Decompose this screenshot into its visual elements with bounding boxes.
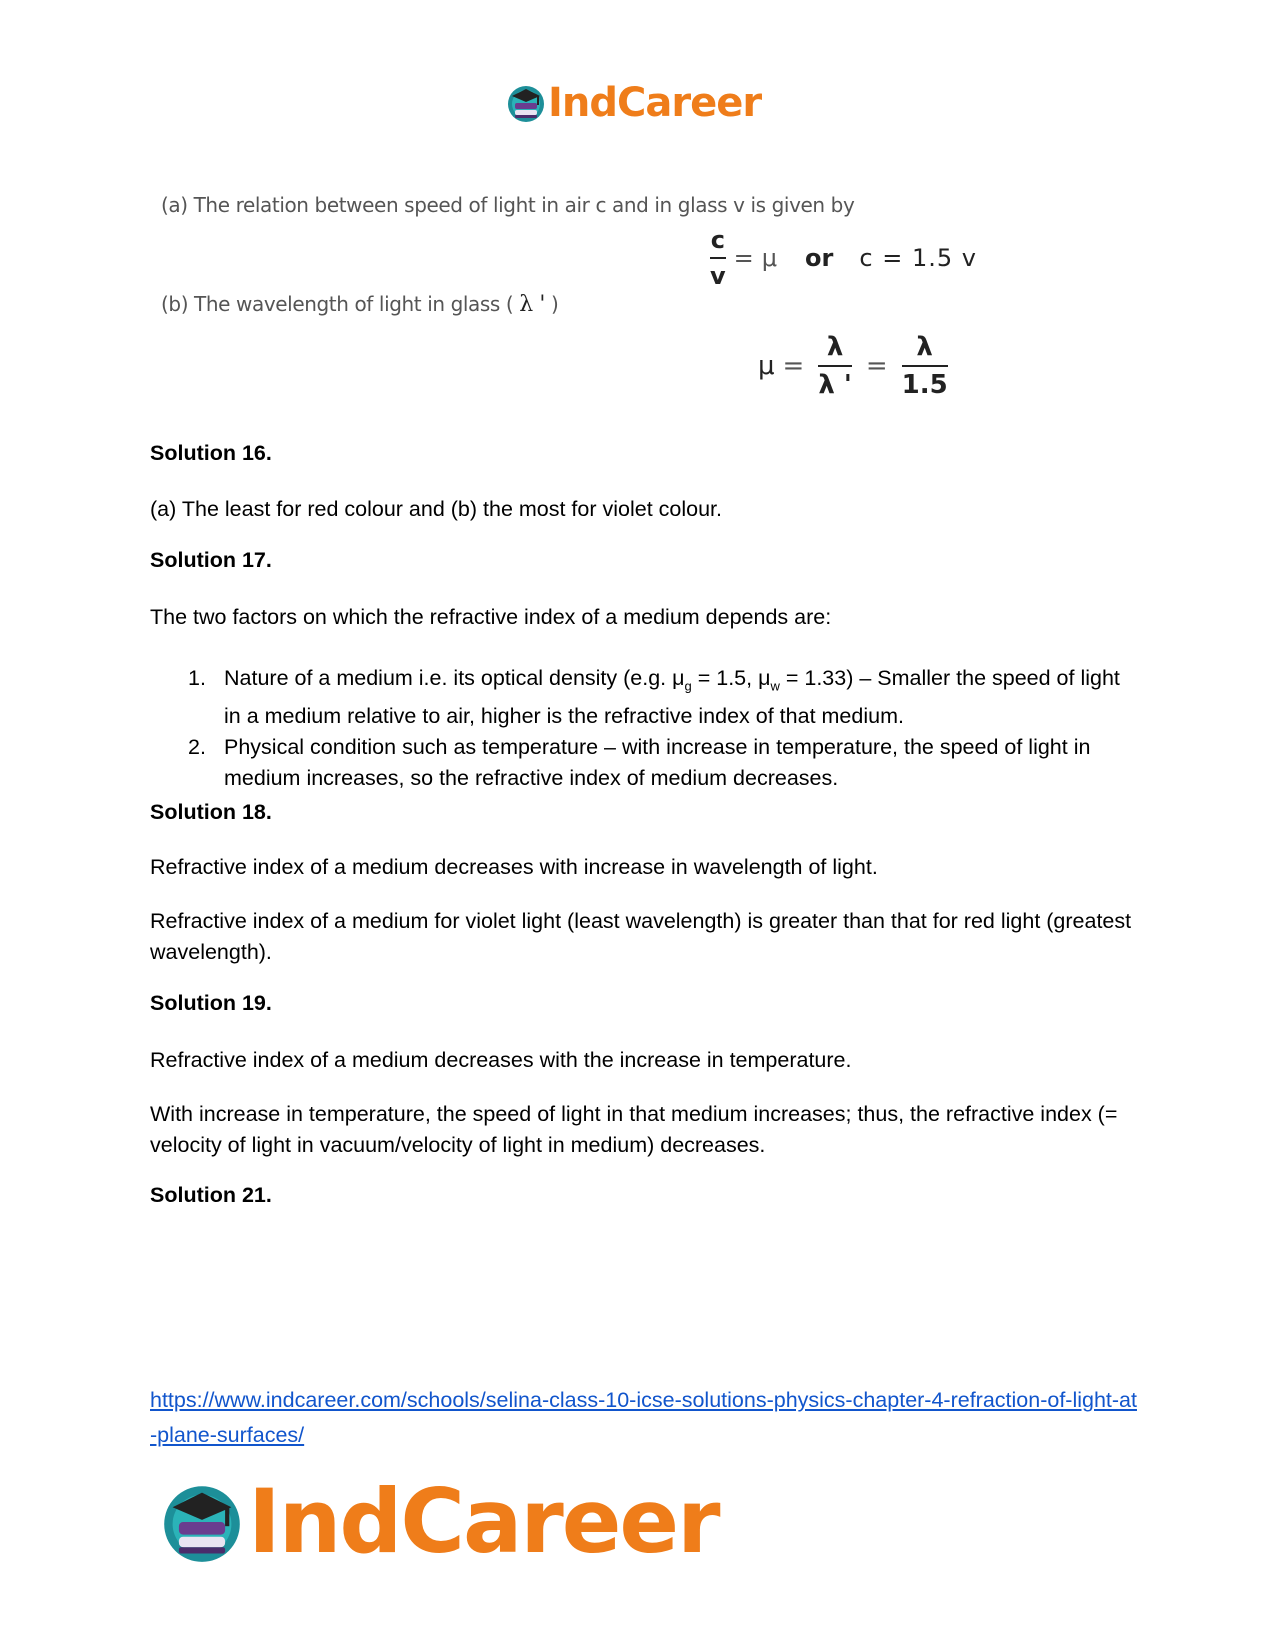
- list-number: 2.: [188, 735, 206, 760]
- solution-21-heading: Solution 21.: [150, 1183, 272, 1207]
- line-a: (a) The relation between speed of light in air c and in glass v is given by: [161, 193, 855, 217]
- equation-rhs: c = 1.5 v: [859, 244, 977, 272]
- line-b: [161, 292, 558, 317]
- subscript-w: w: [770, 678, 780, 694]
- equals-sign: =: [782, 351, 805, 381]
- list-number: 1.: [188, 666, 206, 690]
- equation-1: [710, 226, 977, 290]
- solution-18-p2: Refractive index of a medium for violet light (least wavelength) is greater than that for red light (greatest wavelength).: [150, 909, 1132, 964]
- solution-17-heading: Solution 17.: [150, 548, 272, 572]
- fraction-lambda-over-1-5: [902, 332, 948, 400]
- fraction-numerator: c: [710, 226, 725, 254]
- list-item: [150, 732, 1130, 794]
- fraction-numerator: λ: [826, 332, 844, 362]
- or-text: or: [805, 244, 834, 272]
- list-item: [150, 663, 1130, 732]
- factors-list: [150, 663, 1130, 794]
- header-logo: [506, 80, 761, 126]
- lambda-prime-symbol: λ ': [519, 292, 546, 317]
- solution-16-text: (a) The least for red colour and (b) the most for violet colour.: [150, 497, 723, 521]
- fraction-denominator: v: [710, 262, 726, 290]
- subscript-g: g: [684, 678, 692, 694]
- equals-sign: =: [865, 351, 888, 381]
- footer-logo: [160, 1470, 719, 1573]
- equation-2: [758, 332, 948, 400]
- equals-sign: =: [733, 244, 754, 272]
- solution-16-heading: Solution 16.: [150, 441, 272, 465]
- fraction-c-over-v: [710, 226, 726, 290]
- mu-symbol: μ: [761, 244, 778, 272]
- solution-17-intro: The two factors on which the refractive index of a medium depends are:: [150, 605, 832, 629]
- fraction-lambda-over-lambda-prime: [818, 332, 851, 400]
- solution-19-p2: With increase in temperature, the speed of light in that medium increases; thus, the refractive index (= velocity of light in vacuum/velocity of light in medium) decreases.: [150, 1102, 1118, 1157]
- graduate-cap-book-icon: [506, 83, 546, 123]
- list-item-text: = 1.5, μ: [691, 666, 771, 690]
- logo-text: IndCareer: [248, 1470, 719, 1573]
- solution-19-p1: Refractive index of a medium decreases with the increase in temperature.: [150, 1048, 852, 1072]
- solution-18-p1: Refractive index of a medium decreases with increase in wavelength of light.: [150, 855, 878, 879]
- mu-symbol: μ: [758, 351, 775, 381]
- fraction-denominator: 1.5: [901, 370, 948, 400]
- line-b-post: ): [551, 292, 559, 316]
- list-item-text: = 1.33) – Smaller the speed of light in a medium relative to air, higher is the refractive index of that medium.: [224, 666, 1120, 729]
- fraction-denominator: λ ': [818, 370, 852, 400]
- solution-19-heading: Solution 19.: [150, 991, 272, 1015]
- graduate-cap-book-icon: [160, 1480, 244, 1564]
- list-item-text: Nature of a medium i.e. its optical density (e.g. μ: [224, 666, 685, 690]
- footer-url-link[interactable]: https://www.indcareer.com/schools/selina-class-10-icse-solutions-physics-chapter-4-refraction-of-light-at-plane-surfaces/: [150, 1388, 1137, 1447]
- logo-text: IndCareer: [548, 80, 762, 126]
- fraction-numerator: λ: [916, 332, 933, 362]
- line-b-pre: (b) The wavelength of light in glass (: [161, 292, 514, 316]
- solution-18-heading: Solution 18.: [150, 800, 272, 824]
- list-item-text: Physical condition such as temperature – with increase in temperature, the speed of light in medium increases, so the refractive index of medium decreases.: [224, 735, 1091, 791]
